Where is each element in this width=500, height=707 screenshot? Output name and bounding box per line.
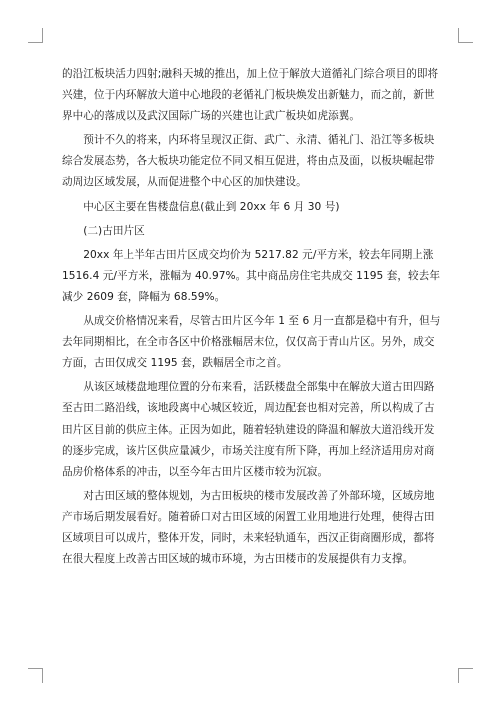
paragraph-planning: 对古田区域的整体规划，为古田板块的楼市发展改善了外部环境，区域房地产市场后期发展看好。随着硚口对古田区域的闲置工业用地进行处理，使得古田区域项目可以成片，整体开发，同时，未来轻轨通车，西汉正街商圈形成，都将在很大程度上改善古田区域的城市环境，为古田楼市的发展提供有力支撑。	[62, 489, 435, 566]
paragraph-gutian-prices: 20xx 年上半年古田片区成交均价为 5217.82 元/平方米，较去年同期上涨 1516.4 元/平方米，涨幅为 40.97%。其中商品房住宅共成交 1195 套，较去年减少 2609 套，降幅为 68.59%。	[62, 248, 440, 303]
paragraph-location-analysis: 从该区域楼盘地理位置的分布来看，活跃楼盘全部集中在解放大道古田四路至古田二路沿线，该地段离中心城区较近，周边配套也相对完善，所以构成了古田片区目前的供应主体。正因为如此，随着轻轨建设的降温和解放大道沿线开发的逐步完成，该片区供应量减少，市场关注度有所下降，再加上经济适用房对商品房价格体系的冲击，以至今年古田片区楼市较为沉寂。	[62, 381, 435, 478]
paragraph-continuation: 的沿江板块活力四射;融科天城的推出，加上位于解放大道循礼门综合项目的即将兴建，位于内环解放大道中心地段的老循礼门板块焕发出新魅力，而之前，新世界中心的落成以及武汉国际广场的兴建也让武广板块如虎添翼。	[62, 68, 439, 123]
crop-mark-bottom-right	[458, 668, 473, 683]
document-body	[62, 64, 443, 573]
paragraph-price-analysis: 从成交价格情况来看，尽管古田片区今年 1 至 6 月一直都是稳中有升，但与去年同期相比，在全市各区中价格涨幅居末位，仅仅高于青山片区。另外，成交方面，古田仅成交 1195 套，跌幅居全市之首。	[62, 315, 441, 370]
crop-mark-top-right	[458, 28, 473, 43]
crop-mark-top-left	[28, 28, 43, 43]
section-heading-gutian: (二)古田片区	[83, 224, 145, 237]
section-note-listings: 中心区主要在售楼盘信息(截止到 20xx 年 6 月 30 号)	[83, 200, 340, 213]
crop-mark-bottom-left	[28, 668, 43, 683]
paragraph-outlook: 预计不久的将来，内环将呈现汉正街、武广、永清、循礼门、沿江等多板块综合发展态势，各大板块功能定位不同又相互促进，将由点及面，以板块崛起带动周边区域发展，从而促进整个中心区的加快建设。	[62, 134, 435, 189]
